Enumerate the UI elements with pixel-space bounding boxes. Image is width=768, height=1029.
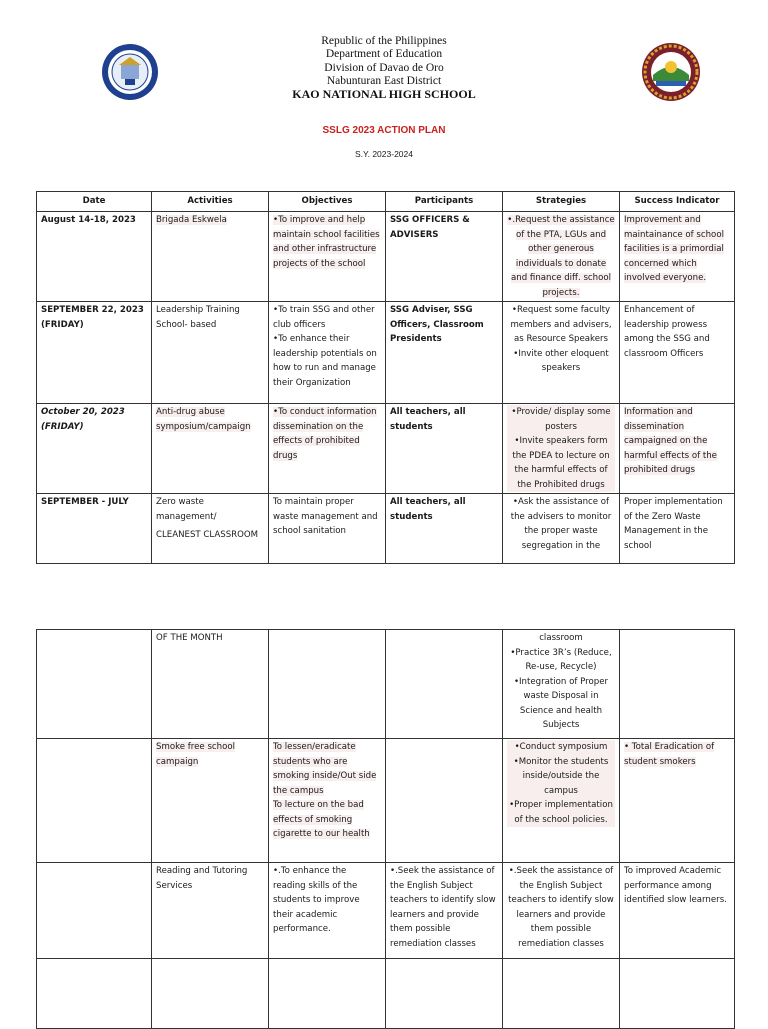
cell-success-indicator: Enhancement of leadership prowess among the SSG and classroom Officers	[620, 302, 735, 404]
objective-text: •To improve and help maintain school facilities and other infrastructure projects of the school	[273, 215, 380, 269]
cell-success-indicator	[620, 630, 735, 739]
strategy-text: •.Request the assistance of the PTA, LGUs and other generous individuals to donate and finance diff. school projects.	[507, 215, 615, 298]
cell-activities	[152, 494, 269, 564]
table-row	[37, 630, 735, 739]
cell-activities	[152, 404, 269, 494]
cell-objectives	[269, 739, 386, 863]
cell-strategies	[503, 630, 620, 739]
strategy-item: •Request some faculty members and advisers, as Resource Speakers	[510, 305, 612, 344]
cell-success-indicator	[620, 959, 735, 1029]
header-date: Date	[37, 192, 152, 212]
strategy-item: •Invite other eloquent speakers	[513, 348, 609, 373]
strategy-item: classroom	[539, 633, 583, 643]
table-row	[37, 494, 735, 564]
table-header-row	[37, 192, 735, 212]
header-objectives: Objectives	[269, 192, 386, 212]
success-text: • Total Eradication of student smokers	[624, 742, 715, 767]
activity-text: Zero waste management/	[156, 497, 217, 522]
header-success-indicator: Success Indicator	[620, 192, 735, 212]
cell-objectives	[269, 630, 386, 739]
cell-date	[37, 739, 152, 863]
cell-activities	[152, 959, 269, 1029]
action-plan-table-page-2	[36, 629, 735, 1029]
table-row	[37, 212, 735, 302]
strategy-item: •Provide/ display some posters	[507, 405, 615, 434]
cell-date: October 20, 2023 (FRIDAY)	[37, 404, 152, 494]
cell-objectives: •.To enhance the reading skills of the students to improve their academic performance.	[269, 863, 386, 959]
cell-activities	[152, 212, 269, 302]
school-year: S.Y. 2023-2024	[355, 149, 413, 159]
cell-success-indicator	[620, 404, 735, 494]
letterhead-line: Republic of the Philippines	[321, 35, 447, 47]
cell-participants: All teachers, all students	[386, 494, 503, 564]
cell-participants	[386, 630, 503, 739]
cell-participants	[386, 959, 503, 1029]
table-row	[37, 404, 735, 494]
cell-date	[37, 863, 152, 959]
letterhead	[0, 35, 768, 101]
cell-strategies	[503, 212, 620, 302]
cell-participants: •.Seek the assistance of the English Subject teachers to identify slow learners and provide them possible remediation classes	[386, 863, 503, 959]
cell-objectives	[269, 404, 386, 494]
cell-strategies	[503, 404, 620, 494]
activity-text: Brigada Eskwela	[156, 215, 227, 225]
cell-success-indicator: Proper implementation of the Zero Waste Management in the school	[620, 494, 735, 564]
cell-date: SEPTEMBER 22, 2023 (FRIDAY)	[37, 302, 152, 404]
school-name: KAO NATIONAL HIGH SCHOOL	[292, 87, 476, 102]
cell-activities: Reading and Tutoring Services	[152, 863, 269, 959]
cell-participants: SSG OFFICERS & ADVISERS	[386, 212, 503, 302]
cell-objectives	[269, 959, 386, 1029]
objective-text: •To conduct information dissemination on the effects of prohibited drugs	[273, 407, 377, 461]
letterhead-line: Division of Davao de Oro	[324, 61, 444, 74]
strategy-item: •Integration of Proper waste Disposal in Science and health Subjects	[513, 676, 609, 730]
page-separator	[0, 583, 768, 591]
cell-strategies: •Ask the assistance of the advisers to monitor the proper waste segregation in the	[503, 494, 620, 564]
cell-date	[37, 959, 152, 1029]
cell-participants: All teachers, all students	[386, 404, 503, 494]
strategy-item: •Proper implementation of the school policies.	[507, 798, 615, 827]
cell-strategies: •.Seek the assistance of the English Subject teachers to identify slow learners and provide them possible remediation classes	[503, 863, 620, 959]
header-activities: Activities	[152, 192, 269, 212]
plan-title: SSLG 2023 ACTION PLAN	[322, 125, 446, 136]
activity-text: Anti-drug abuse symposium/campaign	[156, 407, 251, 432]
strategy-item: •Invite speakers form the PDEA to lecture on the harmful effects of the Prohibited drugs	[507, 434, 615, 492]
cell-date: August 14-18, 2023	[37, 212, 152, 302]
table-row	[37, 863, 735, 959]
letterhead-line: Department of Education	[325, 48, 443, 61]
success-text: Improvement and maintainance of school facilities is a primordial concerned which involved everyone.	[624, 215, 724, 283]
header-strategies: Strategies	[503, 192, 620, 212]
cell-objectives: •To train SSG and other club officers •To enhance their leadership potentials on how to run and manage their Organization	[269, 302, 386, 404]
cell-strategies	[503, 959, 620, 1029]
cell-success-indicator	[620, 739, 735, 863]
strategy-item: •Practice 3R’s (Reduce, Re-use, Recycle)	[510, 647, 612, 672]
strategy-item: •Monitor the students inside/outside the campus	[507, 755, 615, 799]
strategy-item: •Conduct symposium	[507, 740, 615, 755]
cell-objectives	[269, 212, 386, 302]
table-row	[37, 302, 735, 404]
cell-success-indicator: To improved Academic performance among identified slow learners.	[620, 863, 735, 959]
cell-participants: SSG Adviser, SSG Officers, Classroom Presidents	[386, 302, 503, 404]
cell-strategies	[503, 739, 620, 863]
page-2	[0, 591, 768, 1024]
table-row	[37, 739, 735, 863]
activity-text: Smoke free school campaign	[156, 742, 236, 767]
action-plan-table-page-1	[36, 191, 735, 564]
cell-date: SEPTEMBER - JULY	[37, 494, 152, 564]
table-row	[37, 959, 735, 1029]
cell-activities: OF THE MONTH	[152, 630, 269, 739]
success-text: Information and dissemination campaigned on the harmful effects of the prohibited drugs	[624, 407, 717, 475]
cell-activities: Leadership Training School- based	[152, 302, 269, 404]
activity-text: CLEANEST CLASSROOM	[156, 530, 259, 540]
cell-objectives: To maintain proper waste management and school sanitation	[269, 494, 386, 564]
cell-activities	[152, 739, 269, 863]
letterhead-line: Nabunturan East District	[326, 74, 442, 87]
objective-text: To lessen/eradicate students who are smoking inside/Out side the campus To lecture on the bad effects of smoking cigarette to our health	[273, 742, 377, 839]
header-participants: Participants	[386, 192, 503, 212]
cell-date	[37, 630, 152, 739]
cell-strategies	[503, 302, 620, 404]
cell-participants	[386, 739, 503, 863]
cell-success-indicator	[620, 212, 735, 302]
